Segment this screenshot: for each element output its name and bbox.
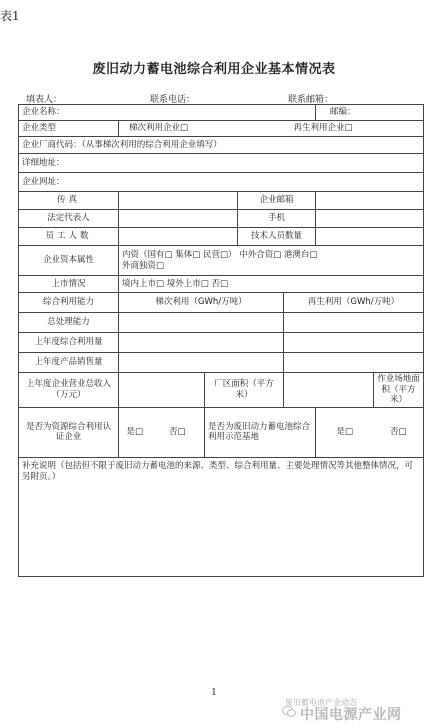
- total-capacity-label: 总处理能力: [19, 313, 119, 333]
- address-label: 详细地址：: [19, 154, 424, 173]
- row-legal-rep: [19, 210, 424, 228]
- email-label: 联系邮箱：: [288, 95, 334, 105]
- capital-label: 企业资本属性: [19, 246, 119, 276]
- listing-label: 上市情况: [19, 276, 119, 293]
- last-year-usage-label: 上年度综合利用量: [19, 333, 119, 353]
- row-fax: [19, 192, 424, 210]
- capacity-label: 综合利用能力: [19, 293, 119, 313]
- legal-rep-value[interactable]: [119, 210, 238, 228]
- listing-options[interactable]: 境内上市□ 境外上市□ 否□: [119, 276, 424, 293]
- work-area-label: 作业场地面积（平方米）: [374, 373, 424, 408]
- employees-value[interactable]: [119, 228, 238, 246]
- fax-value[interactable]: [119, 192, 238, 210]
- company-email-value[interactable]: [316, 192, 424, 210]
- revenue-label: 上年度企业营业总收入（万元）: [19, 373, 119, 408]
- vendor-code-label: 企业厂商代码：（从事梯次利用的综合利用企业填写）: [19, 137, 424, 154]
- mobile-label: 手机: [238, 210, 316, 228]
- form-title: 废旧动力蓄电池综合利用企业基本情况表: [92, 62, 336, 77]
- company-type-label: 企业类型: [19, 121, 119, 137]
- row-vendor-code: [19, 137, 424, 154]
- last-year-sales-label: 上年度产品销售量: [19, 353, 119, 373]
- row-notes: [19, 457, 424, 576]
- capital-line-2: 外商独资□: [122, 260, 165, 271]
- row-employees: [19, 228, 424, 246]
- notes-field[interactable]: 补充说明（包括但不限于废旧动力蓄电池的来源、类型、综合利用量、主要处理情况等其他整体情况，可另附页。）: [19, 457, 424, 576]
- mobile-value[interactable]: [316, 210, 424, 228]
- capital-options[interactable]: [119, 246, 424, 276]
- table-number-label: 表1: [0, 9, 20, 23]
- row-last-year-sales: [19, 353, 424, 373]
- row-capacity: [19, 293, 424, 313]
- plant-area-value[interactable]: [284, 373, 374, 408]
- row-capital: [19, 246, 424, 276]
- certified-label: 是否为资源综合利用认证企业: [19, 407, 119, 457]
- row-address: [19, 154, 424, 173]
- certified-no[interactable]: 否□: [151, 407, 205, 457]
- watermark-account: 废旧蓄电池产业动态: [285, 698, 357, 707]
- last-year-sales-recycle-value[interactable]: [284, 353, 424, 373]
- last-year-sales-cascade-value[interactable]: [119, 353, 284, 373]
- phone-label: 联系电话：: [150, 95, 196, 105]
- page-number: 1: [211, 688, 217, 698]
- row-company-name: [19, 105, 424, 121]
- company-info-table: [18, 104, 424, 577]
- company-email-label: 企业邮箱: [238, 192, 316, 210]
- total-capacity-cascade-value[interactable]: [119, 313, 284, 333]
- website-label: 企业网址：: [19, 173, 424, 192]
- total-capacity-recycle-value[interactable]: [284, 313, 424, 333]
- cascade-option[interactable]: 梯次利用企业□: [119, 121, 284, 137]
- watermark-logo: 中国电源产业网: [300, 707, 402, 723]
- postcode-label: 邮编：: [316, 105, 424, 121]
- capacity-recycle-label: 再生利用（GWh/万吨）: [284, 293, 424, 313]
- last-year-usage-recycle-value[interactable]: [284, 333, 424, 353]
- row-total-capacity: [19, 313, 424, 333]
- capacity-cascade-label: 梯次利用（GWh/万吨）: [119, 293, 284, 313]
- recycle-option[interactable]: 再生利用企业□: [284, 121, 424, 137]
- fax-label: 传真: [19, 192, 119, 210]
- demo-no[interactable]: 否□: [374, 407, 424, 457]
- revenue-value[interactable]: [119, 373, 205, 408]
- row-listing: [19, 276, 424, 293]
- demo-base-label: 是否为废旧动力蓄电池综合利用示范基地: [205, 407, 316, 457]
- employees-label: 员工人数: [19, 228, 119, 246]
- capital-line-1: 内资（国有□ 集体□ 民营□） 中外合资□ 港澳台□: [122, 249, 318, 260]
- row-certification: [19, 407, 424, 457]
- legal-rep-label: 法定代表人: [19, 210, 119, 228]
- tech-staff-value[interactable]: [316, 228, 424, 246]
- certified-yes[interactable]: 是□: [119, 407, 151, 457]
- plant-area-label: 厂区面积（平方米）: [205, 373, 284, 408]
- last-year-usage-cascade-value[interactable]: [119, 333, 284, 353]
- row-last-year-usage: [19, 333, 424, 353]
- row-website: [19, 173, 424, 192]
- filler-label: 填表人：: [26, 95, 63, 105]
- row-revenue: [19, 373, 424, 408]
- row-company-type: [19, 121, 424, 137]
- tech-staff-label: 技术人员数量: [238, 228, 316, 246]
- company-name-label: 企业名称：: [19, 105, 316, 121]
- demo-yes[interactable]: 是□: [316, 407, 374, 457]
